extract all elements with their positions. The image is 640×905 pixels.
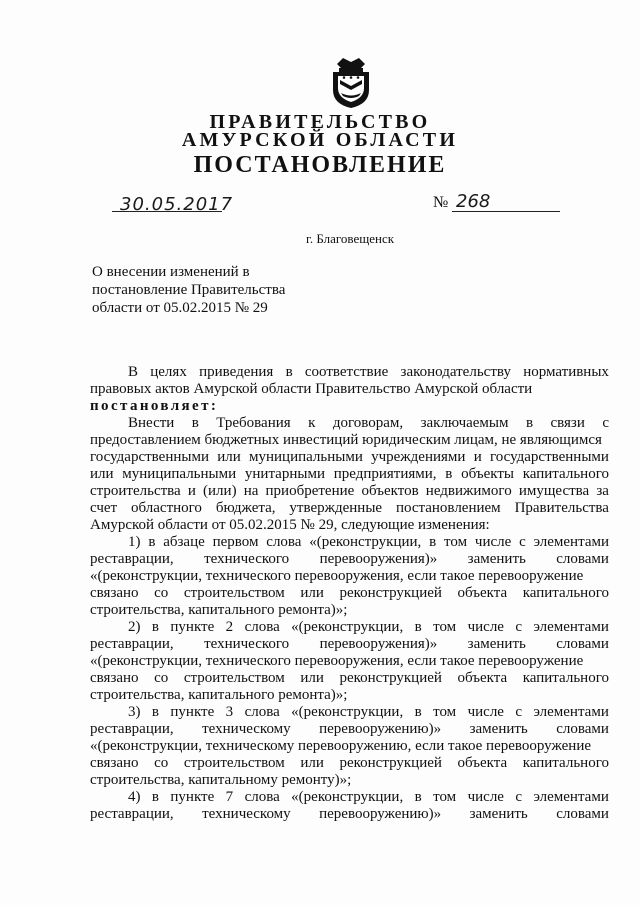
word: связано — [90, 585, 139, 601]
date-underline — [112, 211, 222, 212]
word: перевооружения)» — [319, 636, 438, 652]
word: пункте — [170, 704, 215, 720]
word: слова — [244, 789, 280, 805]
word: в — [414, 789, 422, 805]
word: реставрации, — [90, 636, 174, 652]
word: недвижимого — [425, 483, 512, 499]
word: строительства — [90, 483, 181, 499]
amendment-2-line: «(реконструкции, технического перевооружения, если такое перевооружение — [90, 653, 584, 669]
number-underline — [452, 211, 560, 212]
word: заключаемым — [420, 415, 509, 431]
word: словами — [556, 636, 609, 652]
word: «(реконструкции, — [291, 704, 404, 720]
word: в — [445, 466, 453, 482]
word: или — [217, 449, 241, 465]
document-body — [90, 364, 609, 823]
amendment-1-line: «(реконструкции, технического перевооружения, если такое перевооружение — [90, 568, 584, 584]
word: в — [148, 534, 156, 550]
word: пункте — [170, 619, 215, 635]
word: в — [285, 364, 293, 380]
amendment-1-line — [90, 585, 609, 602]
amendment-3-line — [90, 704, 609, 721]
word: с — [515, 619, 523, 635]
word: унитарными — [244, 466, 325, 482]
word: областного — [131, 500, 202, 516]
amendment-1-line: строительства, капитального ремонта)»; — [90, 602, 348, 618]
word: и — [187, 483, 196, 499]
word: с — [515, 704, 523, 720]
word: перевооружению)» — [319, 721, 442, 737]
amendment-1-line — [90, 534, 609, 551]
word: постановлением — [395, 500, 501, 516]
body-line — [90, 364, 609, 381]
word: словами — [556, 721, 609, 737]
word: в — [151, 704, 159, 720]
amendment-2-line — [90, 670, 609, 687]
word: числе — [467, 789, 504, 805]
word: 7 — [225, 789, 234, 805]
word: реставрации, — [90, 806, 174, 822]
word: соответствие — [304, 364, 389, 380]
body-line — [90, 500, 609, 517]
word: или — [300, 670, 324, 686]
amendment-3-line: «(реконструкции, техническому перевооружению, если такое перевооружение — [90, 738, 591, 754]
body-line: предоставлением бюджетных инвестиций юридическим лицам, не являющимся — [90, 432, 602, 448]
word: или — [300, 755, 324, 771]
word: числе — [467, 619, 504, 635]
word: приобретение — [265, 483, 355, 499]
word: Требования — [216, 415, 291, 431]
word: перевооружения)» — [319, 551, 438, 567]
word: 3 — [225, 704, 234, 720]
region-title: АМУРСКОЙ ОБЛАСТИ — [181, 129, 459, 151]
word: том — [433, 704, 457, 720]
government-title: ПРАВИТЕЛЬСТВО — [209, 111, 431, 133]
word: на — [243, 483, 259, 499]
word: объекта — [457, 670, 508, 686]
word: учреждениями — [371, 449, 466, 465]
word: с — [515, 789, 523, 805]
word: первом — [212, 534, 259, 550]
word: и — [473, 449, 482, 465]
word: слова — [244, 704, 280, 720]
word: техническому — [202, 806, 291, 822]
word: связано — [90, 755, 139, 771]
word: слова — [266, 534, 302, 550]
word: муниципальными — [249, 449, 363, 465]
word: со — [154, 670, 169, 686]
word: 1) — [128, 534, 141, 550]
amendment-2-line: строительства, капитального ремонта)»; — [90, 687, 348, 703]
word: объекты — [461, 466, 514, 482]
word: в — [191, 415, 199, 431]
subject-line: О внесении изменений в — [92, 264, 250, 280]
word: 2) — [128, 619, 141, 635]
word: (или) — [203, 483, 237, 499]
word: технического — [204, 551, 290, 567]
word: 3) — [128, 704, 141, 720]
word: 2 — [225, 619, 234, 635]
word: связано — [90, 670, 139, 686]
subject-line: постановление Правительства — [92, 282, 286, 298]
word: капитального — [522, 466, 609, 482]
word: словами — [556, 806, 609, 822]
word: реставрации, — [90, 721, 174, 737]
amendment-4-line — [90, 789, 609, 806]
word: в — [525, 415, 534, 431]
word: объектов — [361, 483, 419, 499]
body-line — [90, 415, 609, 432]
word: перевооружению)» — [319, 806, 442, 822]
word: элементами — [533, 789, 609, 805]
word: связи — [550, 415, 585, 431]
word: в — [414, 619, 422, 635]
word: «(реконструкции, — [291, 619, 404, 635]
word: государственными — [489, 449, 609, 465]
word: 4) — [128, 789, 141, 805]
word: с — [519, 534, 526, 550]
amendment-4-line — [90, 806, 609, 823]
word: муниципальными — [122, 466, 237, 482]
word: элементами — [533, 619, 609, 635]
body-line: правовых актов Амурской области Правительство Амурской области — [90, 381, 533, 397]
word: договорам, — [332, 415, 404, 431]
word: бюджета, — [215, 500, 276, 516]
word: приведения — [199, 364, 274, 380]
word: реконструкцией — [339, 585, 442, 601]
word: техническому — [202, 721, 291, 737]
word: реконструкцией — [339, 755, 442, 771]
document-subject — [92, 263, 285, 317]
word: том — [433, 619, 457, 635]
word: заменить — [467, 636, 526, 652]
word: элементами — [533, 704, 609, 720]
word: числе — [467, 704, 504, 720]
word: с — [602, 415, 609, 431]
word: капитального — [522, 585, 609, 601]
word: предприятиями, — [333, 466, 437, 482]
word: объекта — [457, 755, 508, 771]
word: в — [151, 619, 159, 635]
resolution-keyword: постановляет: — [90, 398, 219, 414]
word: заменить — [469, 806, 528, 822]
word: нормативных — [523, 364, 609, 380]
word: целях — [150, 364, 187, 380]
number-label: № — [433, 194, 449, 211]
word: за — [596, 483, 609, 499]
word: том — [433, 789, 457, 805]
word: элементами — [533, 534, 609, 550]
word: технического — [204, 636, 290, 652]
word: в — [429, 534, 437, 550]
word: реставрации, — [90, 551, 174, 567]
coat-of-arms-icon — [329, 58, 373, 108]
amendment-3-line — [90, 721, 609, 738]
body-line — [90, 483, 609, 500]
word: капитального — [522, 670, 609, 686]
word: реконструкцией — [339, 670, 442, 686]
word: «(реконструкции, — [309, 534, 422, 550]
word: в — [414, 704, 422, 720]
word: В — [128, 364, 139, 380]
word: или — [300, 585, 324, 601]
word: имущества — [518, 483, 590, 499]
subject-line: области от 05.02.2015 № 29 — [92, 300, 268, 316]
word: счет — [90, 500, 118, 516]
word: заменить — [469, 721, 528, 737]
word: или — [90, 466, 114, 482]
amendment-1-line — [90, 551, 609, 568]
body-line — [90, 466, 609, 483]
word: пункте — [170, 789, 215, 805]
word: «(реконструкции, — [291, 789, 404, 805]
word: строительством — [183, 585, 285, 601]
word: законодательству — [400, 364, 511, 380]
word: том — [444, 534, 468, 550]
amendment-3-line — [90, 755, 609, 772]
document-date: 30.05.2017 — [120, 194, 234, 215]
amendment-2-line — [90, 619, 609, 636]
word: утвержденные — [289, 500, 383, 516]
amendment-3-line: строительства, капитальному ремонту)»; — [90, 772, 352, 788]
body-line: Амурской области от 05.02.2015 № 29, следующие изменения: — [90, 517, 490, 533]
amendment-2-line — [90, 636, 609, 653]
city-label: г. Благовещенск — [305, 231, 395, 246]
word: числе — [474, 534, 512, 550]
body-line — [90, 449, 609, 466]
word: государственными — [90, 449, 209, 465]
word: со — [154, 585, 169, 601]
word: строительством — [183, 670, 285, 686]
document-type-title: ПОСТАНОВЛЕНИЕ — [193, 152, 447, 178]
word: капитального — [522, 755, 609, 771]
word: словами — [556, 551, 609, 567]
document-number: 268 — [456, 191, 491, 212]
word: заменить — [467, 551, 526, 567]
word: слова — [244, 619, 280, 635]
word: объекта — [457, 585, 508, 601]
word: к — [308, 415, 316, 431]
word: Внести — [128, 415, 175, 431]
word: абзаце — [163, 534, 205, 550]
word: строительством — [183, 755, 285, 771]
word: со — [154, 755, 169, 771]
word: в — [151, 789, 159, 805]
word: Правительства — [514, 500, 609, 516]
